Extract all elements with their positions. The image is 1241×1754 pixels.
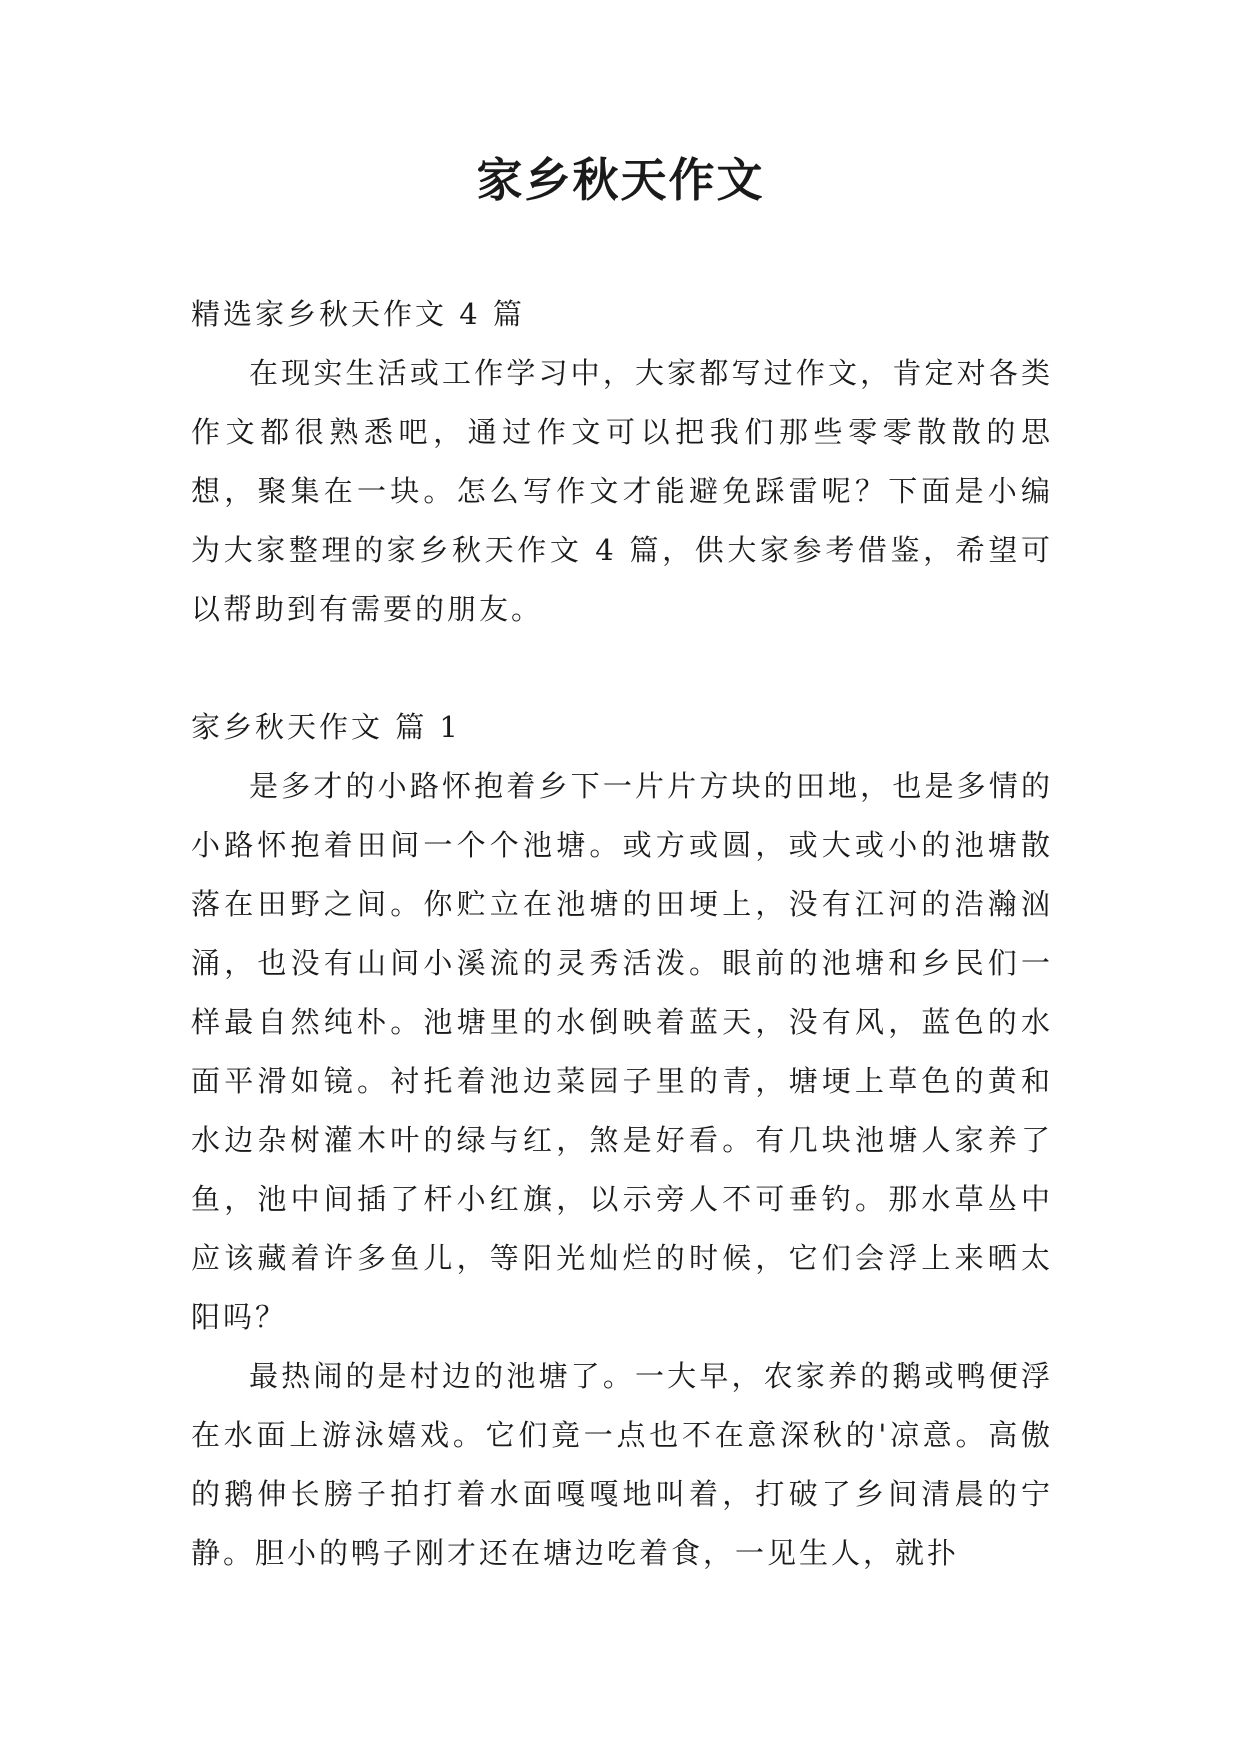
intro-paragraph: 在现实生活或工作学习中，大家都写过作文，肯定对各类作文都很熟悉吧，通过作文可以把我们那些零零散散的思想，聚集在一块。怎么写作文才能避免踩雷呢？下面是小编为大家整理的家乡秋天作文 4 篇，供大家参考借鉴，希望可以帮助到有需要的朋友。 [191, 356, 1053, 626]
section1-paragraph-2: 最热闹的是村边的池塘了。一大早，农家养的鹅或鸭便浮在水面上游泳嬉戏。它们竟一点也不在意深秋的'凉意。高傲的鹅伸长膀子拍打着水面嘎嘎地叫着，打破了乡间清晨的宁静。胆小的鸭子刚才还在塘边吃着食，一见生人，就扑 [191, 1359, 1053, 1570]
intro-heading: 精选家乡秋天作文 4 篇 [191, 297, 525, 331]
section-spacer [191, 639, 1053, 698]
document-title: 家乡秋天作文 [476, 153, 765, 207]
section1-paragraph-1: 是多才的小路怀抱着乡下一片片方块的田地，也是多情的小路怀抱着田间一个个池塘。或方或圆，或大或小的池塘散落在田野之间。你贮立在池塘的田埂上，没有江河的浩瀚汹涌，也没有山间小溪流的灵秀活泼。眼前的池塘和乡民们一样最自然纯朴。池塘里的水倒映着蓝天，没有风，蓝色的水面平滑如镜。衬托着池边菜园子里的青，塘埂上草色的黄和水边杂树灌木叶的绿与红，煞是好看。有几块池塘人家养了鱼，池中间插了杆小红旗，以示旁人不可垂钓。那水草丛中应该藏着许多鱼儿，等阳光灿烂的时候，它们会浮上来晒太阳吗？ [191, 769, 1053, 1334]
section1-heading: 家乡秋天作文 篇 1 [191, 710, 461, 744]
document-body [191, 285, 1053, 1583]
